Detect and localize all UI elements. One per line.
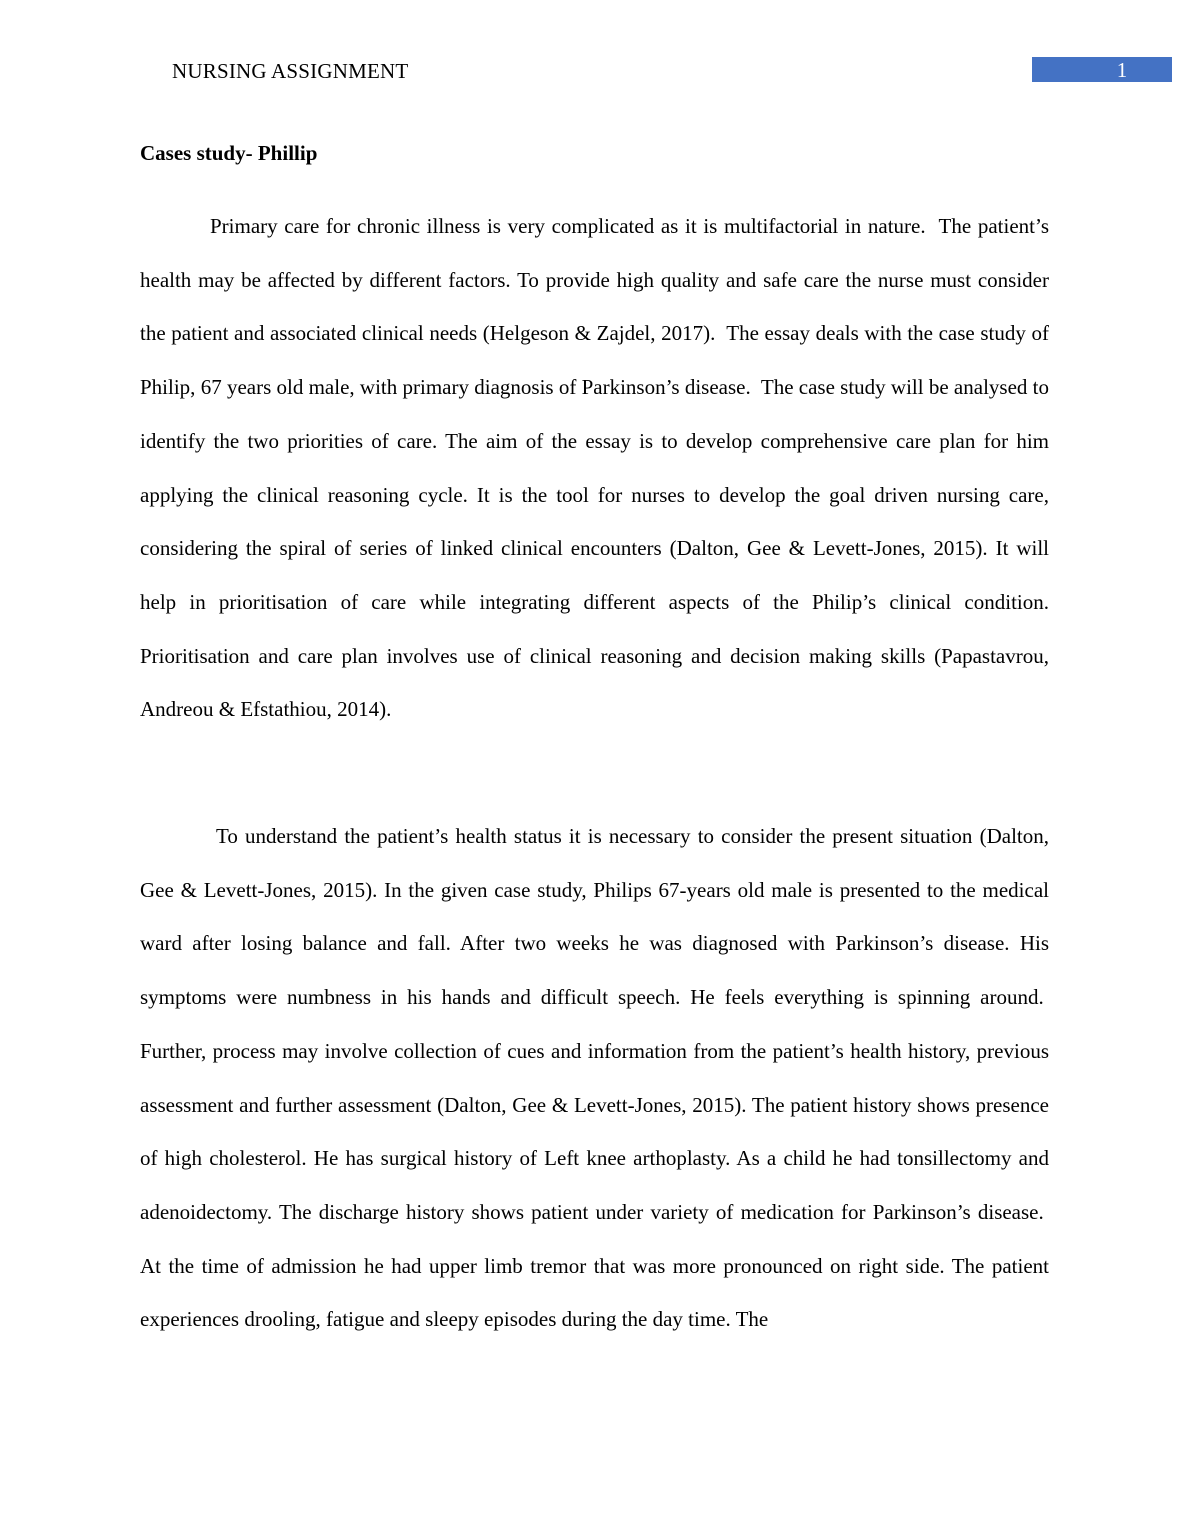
body-paragraph-2: To understand the patient’s health status it is necessary to consider the present situation (Dalton, Gee & Levett-Jones, 2015). In the given case study, Philips 67-years old male is presented to the medical ward after losing balance and fall. After two weeks he was diagnosed with Parkinson’s disease. His symptoms were numbness in his hands and difficult speech. He feels everything is spinning around. Further, process may involve collection of cues and information from the patient’s health history, previous assessment and further assessment (Dalton, Gee & Levett-Jones, 2015). The patient history shows presence of high cholesterol. He has surgical history of Left knee arthoplasty. As a child he had tonsillectomy and adenoidectomy. The discharge history shows patient under variety of medication for Parkinson’s disease. At the time of admission he had upper limb tremor that was more pronounced on right side. The patient experiences drooling, fatigue and sleepy episodes during the day time. The xyxy=(140,824,1049,1332)
document-title: Cases study- Phillip xyxy=(140,141,318,165)
running-head: NURSING ASSIGNMENT xyxy=(172,59,409,83)
body-paragraph-1: Primary care for chronic illness is very complicated as it is multifactorial in nature. The patient’s health may be affected by different factors. To provide high quality and safe care the nurse must consider the patient and associated clinical needs (Helgeson & Zajdel, 2017). The essay deals with the case study of Philip, 67 years old male, with primary diagnosis of Parkinson’s disease. The case study will be analysed to identify the two priorities of care. The aim of the essay is to develop comprehensive care plan for him applying the clinical reasoning cycle. It is the tool for nurses to develop the goal driven nursing care, considering the spiral of series of linked clinical encounters (Dalton, Gee & Levett-Jones, 2015). It will help in prioritisation of care while integrating different aspects of the Philip’s clinical condition. Prioritisation and care plan involves use of clinical reasoning and decision making skills (Papastavrou, Andreou & Efstathiou, 2014). xyxy=(140,214,1049,722)
page-number: 1 xyxy=(1032,57,1172,82)
